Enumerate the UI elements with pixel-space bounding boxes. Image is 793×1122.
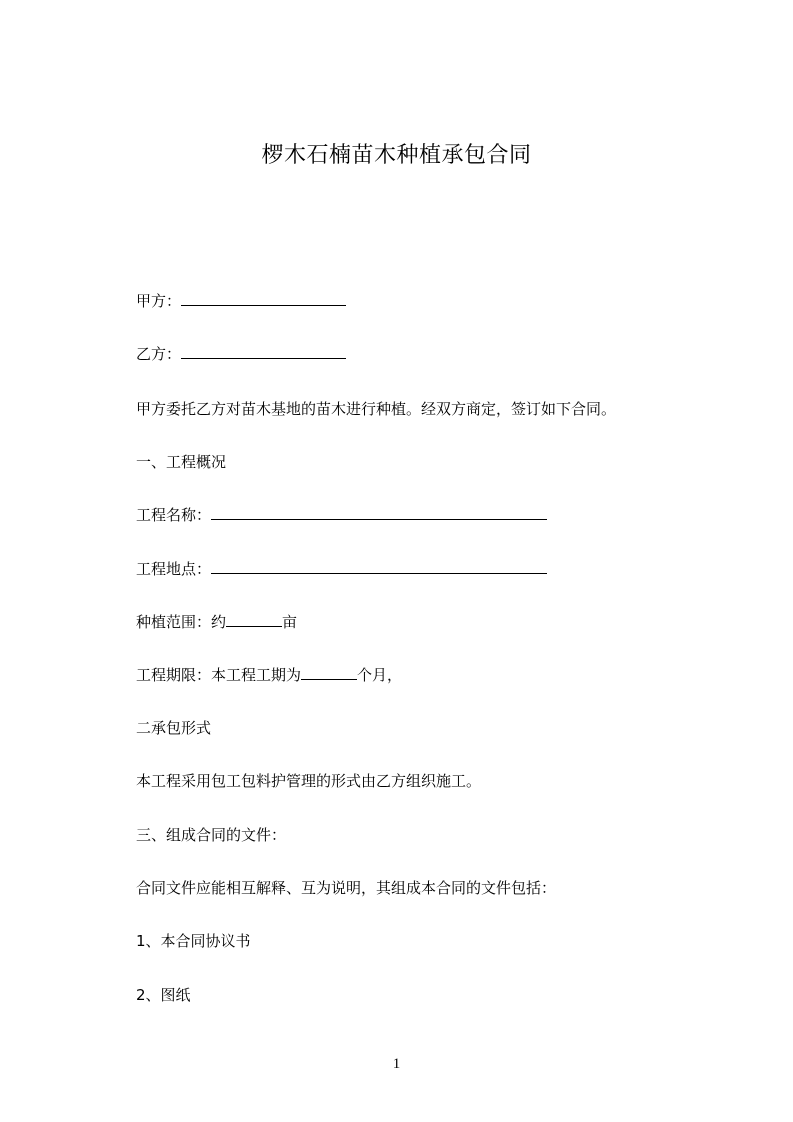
section3-body: 合同文件应能相互解释、互为说明，其组成本合同的文件包括： <box>136 879 557 897</box>
section2-heading: 二承包形式 <box>136 719 212 737</box>
section2-body: 本工程采用包工包料护管理的形式由乙方组织施工。 <box>136 772 482 790</box>
project-period-line <box>136 665 402 685</box>
project-name-line <box>136 505 547 525</box>
party-a-blank[interactable] <box>181 291 346 306</box>
project-name-blank[interactable] <box>211 505 547 520</box>
planting-scope-blank[interactable] <box>226 612 282 627</box>
party-b-blank[interactable] <box>181 344 346 359</box>
page-number: 1 <box>392 1056 401 1072</box>
list-item: 2、图纸 <box>136 986 191 1004</box>
intro-paragraph: 甲方委托乙方对苗木基地的苗木进行种植。经双方商定，签订如下合同。 <box>136 400 617 418</box>
planting-scope-unit: 亩 <box>282 613 298 631</box>
project-name-label: 工程名称： <box>136 506 212 524</box>
party-a-line <box>136 291 346 311</box>
project-location-line <box>136 559 547 579</box>
party-a-label: 甲方： <box>136 292 182 310</box>
section1-heading: 一、工程概况 <box>136 453 227 471</box>
project-location-blank[interactable] <box>211 559 547 574</box>
project-period-prefix: 工程期限：本工程工期为 <box>136 666 302 684</box>
project-period-blank[interactable] <box>301 665 357 680</box>
project-location-label: 工程地点： <box>136 560 212 578</box>
party-b-line <box>136 344 346 364</box>
planting-scope-line <box>136 612 297 632</box>
project-period-suffix: 个月， <box>357 666 403 684</box>
document-title: 椤木石楠苗木种植承包合同 <box>261 143 532 168</box>
planting-scope-prefix: 种植范围：约 <box>136 613 227 631</box>
list-item: 1、本合同协议书 <box>136 932 251 950</box>
party-b-label: 乙方： <box>136 345 182 363</box>
section3-heading: 三、组成合同的文件： <box>136 826 287 844</box>
